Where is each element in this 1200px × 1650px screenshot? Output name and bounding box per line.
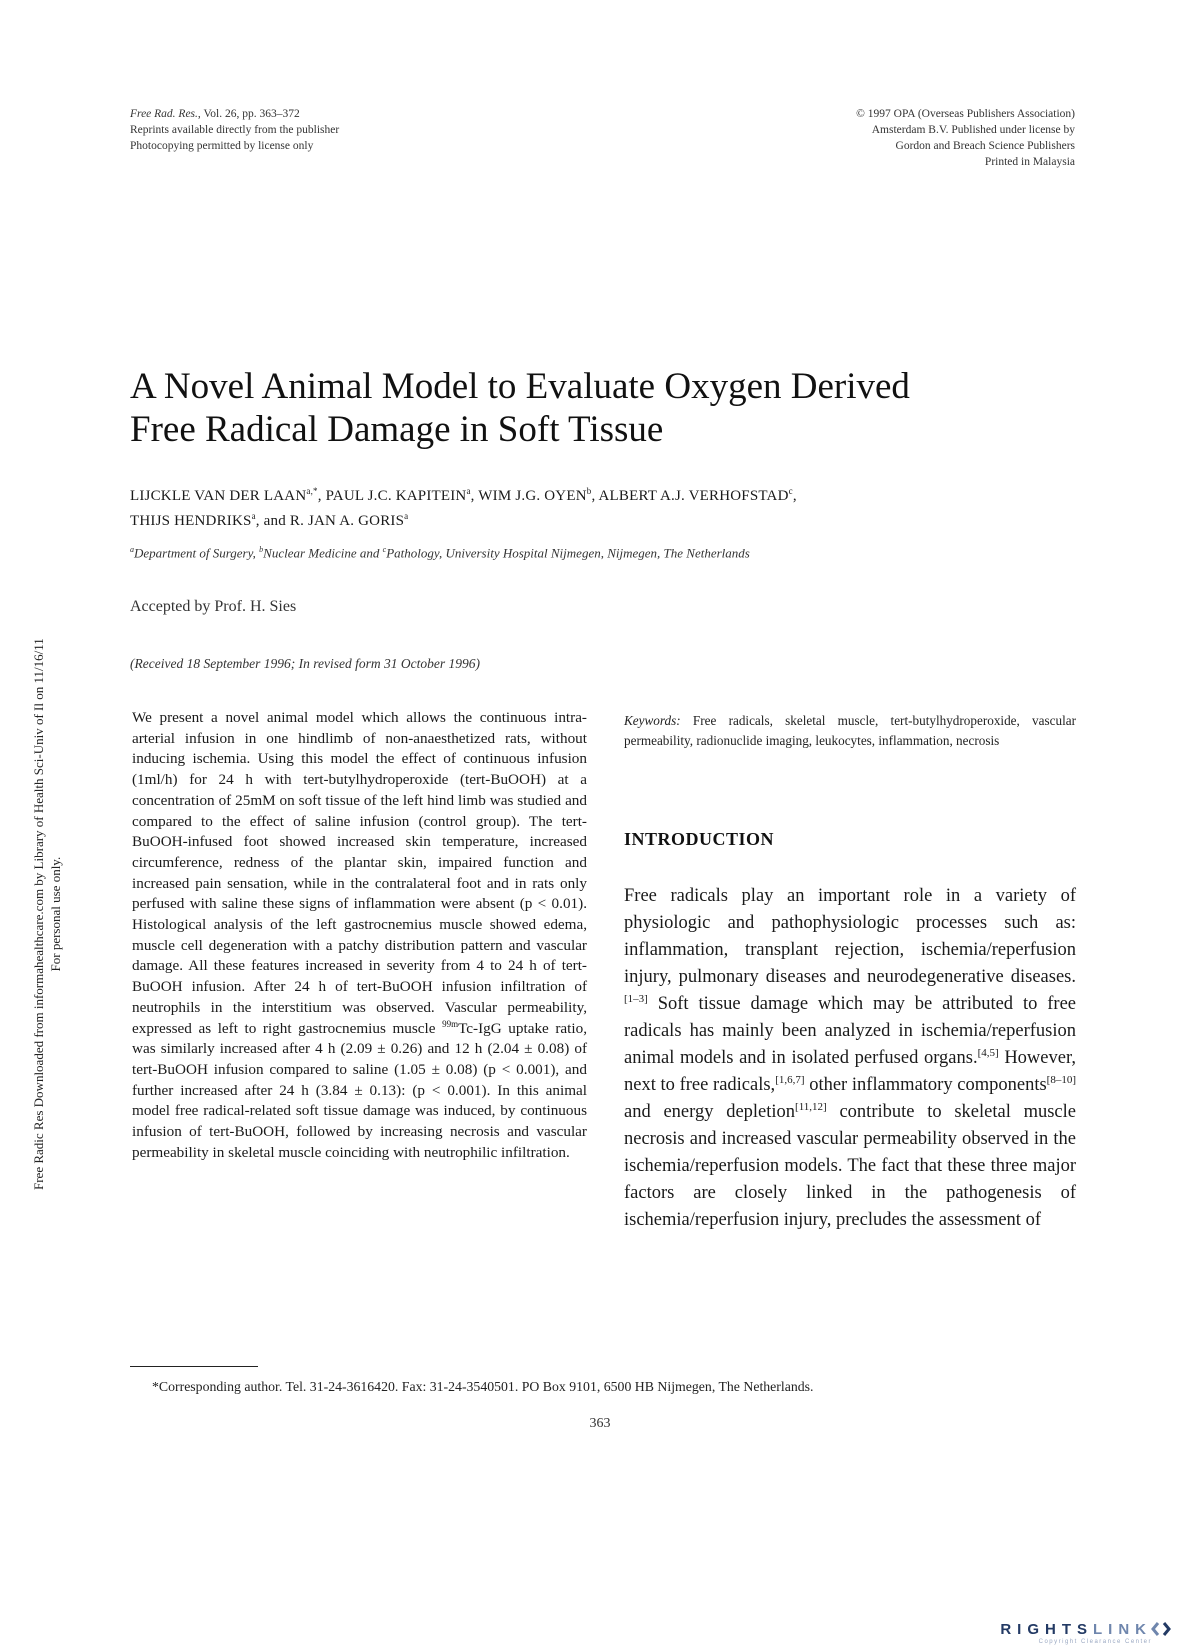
keywords xyxy=(624,711,1076,750)
citation-ref: [1–3] xyxy=(624,992,648,1005)
watermark-line-1: Free Radic Res Downloaded from informahealthcare.com by Library of Health Sci-Univ of Il on 11/16/11 xyxy=(31,638,46,1190)
received-dates: (Received 18 September 1996; In revised form 31 October 1996) xyxy=(130,656,481,671)
watermark-line-2: For personal use only. xyxy=(48,856,63,972)
rightslink-tagline: Copyright Clearance Center xyxy=(1038,1639,1152,1645)
copyright-line: © 1997 OPA (Overseas Publishers Association) xyxy=(856,108,1075,120)
photocopy-note: Photocopying permitted by license only xyxy=(130,140,314,152)
page-number: 363 xyxy=(589,1416,611,1431)
rightslink-logo[interactable] xyxy=(1000,1618,1172,1645)
citation-ref: [8–10] xyxy=(1046,1073,1076,1086)
introduction-body: Free radicals play an important role in a variety of physiologic and pathophysiologic processes such as: inflammation, transplant rejection, ischemia/reperfusion injury, pulmonary diseases and neurodegenerative diseases.[1–3] Soft tissue damage which may be attributed to free radicals has mainly been analyzed in ischemia/reperfusion animal models and in isolated perfused organs.[4,5] However, next to free radicals,[1,6,7] other inflammatory components[8–10] and energy depletion[11,12] contribute to skeletal muscle necrosis and increased vascular permeability observed in the ischemia/reperfusion models. The fact that these three major factors are closely linked in the pathogenesis of ischemia/reperfusion injury, precludes the assessment of xyxy=(624,886,1077,1230)
keywords-text: Free radicals, skeletal muscle, tert-butylhydroperoxide, vascular permeability, radionuclide imaging, leukocytes, inflammation, necrosis xyxy=(624,713,1076,748)
journal-citation: Free Rad. Res., Vol. 26, pp. 363–372 xyxy=(130,108,300,120)
running-header-right xyxy=(856,106,1075,170)
publisher-line: Amsterdam B.V. Published under license by xyxy=(871,124,1075,136)
running-header-left xyxy=(130,106,339,154)
reprints-note: Reprints available directly from the publisher xyxy=(130,124,340,136)
title-line-2: Free Radical Damage in Soft Tissue xyxy=(130,409,664,450)
printed-line: Printed in Malaysia xyxy=(984,156,1075,168)
chevron-link-icon xyxy=(1150,1620,1172,1638)
corresponding-author-footnote: *Corresponding author. Tel. 31-24-3616420. Fax: 31-24-3540501. PO Box 9101, 6500 HB Nijmegen, The Netherlands. xyxy=(152,1379,814,1394)
citation-ref: [1,6,7] xyxy=(775,1073,805,1086)
citation-ref: [11,12] xyxy=(795,1100,827,1113)
accepted-by: Accepted by Prof. H. Sies xyxy=(130,598,297,615)
keywords-label: Keywords: xyxy=(624,713,681,728)
author-list: LIJCKLE VAN DER $LAAN^{a,*}$, PAUL J.C. KAPITEIN$^a$, WIM J.G. OYEN$^b$, ALBERT A.J. VERHOFSTAD$^c$, THIJS HENDRIKS$^a$, and R. JAN A. GORIS$^a$ xyxy=(130,486,797,529)
section-heading-introduction: INTRODUCTION xyxy=(624,829,775,849)
rightslink-wordmark: RIGHTSLINK xyxy=(1000,1620,1152,1638)
article-title xyxy=(130,365,910,451)
license-line: Gordon and Breach Science Publishers xyxy=(895,140,1075,152)
download-watermark xyxy=(30,638,64,1190)
affiliations: $^a$Department of Surgery, $^b$Nuclear Medicine and $^c$Pathology, University Hospital Nijmegen, Nijmegen, The Netherlands xyxy=(130,545,750,561)
abstract: We present a novel animal model which allows the continuous intra-arterial infusion in one hindlimb of non-anaesthetized rats, without inducing ischemia. Using this model the effect of continuous infusion (1ml/h) for 24 h with tert-butylhydroperoxide (tert-BuOOH) at a concentration of 25mM on soft tissue of the left hind limb was studied and compared to the effect of saline infusion (control group). The tert-BuOOH-infused foot showed increased skin temperature, increased circumference, redness of the plantar skin, impaired function and increased pain sensation, while in the contralateral foot and in rats only perfused with saline these signs of inflammation were absent (p < 0.01). Histological analysis of the left gastrocnemius muscle showed edema, muscle cell degeneration with a patchy distribution pattern and vascular damage. All these features increased in severity from 4 to 24 h of tert-BuOOH infusion. After 24 h of tert-BuOOH infusion infiltration of neutrophils in the interstitium was observed. Vascular permeability, expressed as left to right gastrocnemius muscle $^{99m}$Tc-IgG uptake ratio, was similarly increased after 4 h (2.09 ± 0.26) and 12 h (2.04 ± 0.08) of tert-BuOOH infusion compared to saline (1.05 ± 0.08) (p < 0.001), and further increased after 24 h (3.84 ± 0.13): (p < 0.001). In this animal model free radical-related soft tissue damage was induced, by continuous infusion of tert-BuOOH, followed by increasing necrosis and vascular permeability in skeletal muscle coinciding with neutrophilic infiltration. xyxy=(132,709,587,1161)
footnote-rule xyxy=(130,1366,258,1367)
citation-ref: [4,5] xyxy=(977,1046,999,1059)
title-line-1: A Novel Animal Model to Evaluate Oxygen Derived xyxy=(130,366,910,407)
